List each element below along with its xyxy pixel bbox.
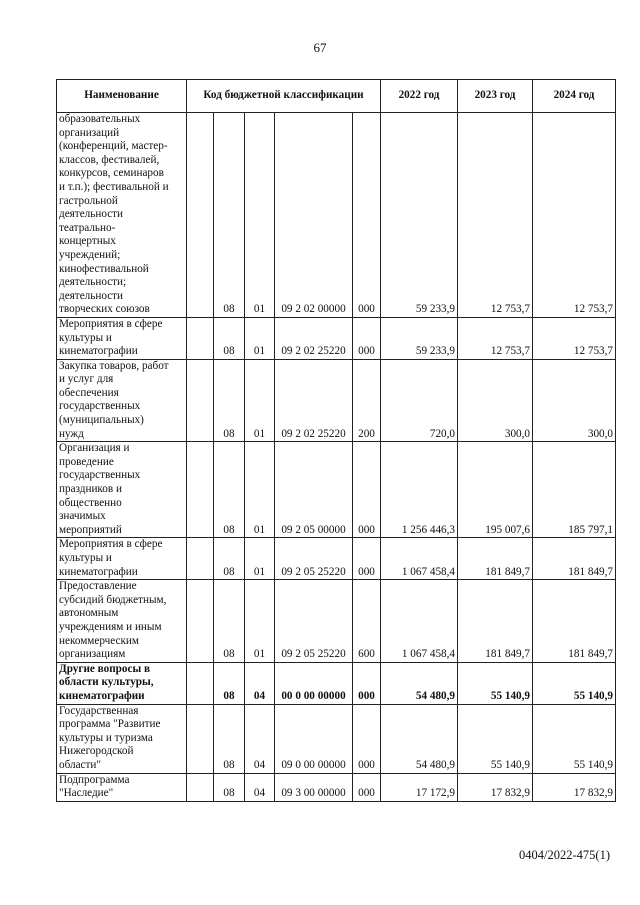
value-2023: 12 753,7	[458, 113, 533, 318]
value-2022: 1 067 458,4	[381, 538, 458, 580]
value-2024: 185 797,1	[533, 442, 616, 538]
blank-cell	[187, 317, 214, 359]
value-2023: 12 753,7	[458, 317, 533, 359]
code-target: 09 2 02 25220	[275, 317, 353, 359]
code-subsection: 04	[245, 773, 275, 801]
table-row	[57, 704, 616, 773]
row-name: Предоставление субсидий бюджетным, автономным учреждениям и иным некоммерческим организациям	[57, 580, 187, 663]
code-expense-type: 000	[353, 773, 381, 801]
row-name: Организация и проведение государственных праздников и общественно значимых мероприятий	[57, 442, 187, 538]
blank-cell	[187, 113, 214, 318]
row-name: образовательных организаций (конференций, мастер- классов, фестивалей, конкурсов, семинаров и т.п.); фестивальной и гастрольной деятельности театрально- концертных учреждений; кинофестивальной деятельности; деятельности творческих союзов	[57, 113, 187, 318]
code-target: 09 2 02 00000	[275, 113, 353, 318]
table-row	[57, 773, 616, 801]
value-2023: 181 849,7	[458, 538, 533, 580]
table-header-row	[57, 80, 616, 113]
value-2022: 59 233,9	[381, 317, 458, 359]
code-subsection: 01	[245, 113, 275, 318]
code-section: 08	[214, 442, 245, 538]
value-2023: 181 849,7	[458, 580, 533, 663]
code-section: 08	[214, 113, 245, 318]
row-name: Другие вопросы в области культуры, кинематографии	[57, 662, 187, 704]
code-expense-type: 000	[353, 317, 381, 359]
code-subsection: 01	[245, 317, 275, 359]
code-subsection: 01	[245, 538, 275, 580]
code-subsection: 01	[245, 359, 275, 442]
blank-cell	[187, 662, 214, 704]
row-name: Подпрограмма "Наследие"	[57, 773, 187, 801]
code-section: 08	[214, 359, 245, 442]
budget-table	[56, 79, 616, 802]
document-code: 0404/2022-475(1)	[519, 848, 610, 862]
header-name: Наименование	[57, 80, 187, 113]
code-section: 08	[214, 538, 245, 580]
code-target: 09 2 02 25220	[275, 359, 353, 442]
row-name: Закупка товаров, работ и услуг для обеспечения государственных (муниципальных) нужд	[57, 359, 187, 442]
code-section: 08	[214, 704, 245, 773]
code-subsection: 04	[245, 704, 275, 773]
blank-cell	[187, 773, 214, 801]
header-code: Код бюджетной классификации	[187, 80, 381, 113]
code-section: 08	[214, 317, 245, 359]
value-2024: 181 849,7	[533, 538, 616, 580]
code-target: 09 2 05 25220	[275, 538, 353, 580]
value-2024: 12 753,7	[533, 113, 616, 318]
code-target: 00 0 00 00000	[275, 662, 353, 704]
value-2022: 1 067 458,4	[381, 580, 458, 663]
table-row	[57, 359, 616, 442]
page-number: 67	[313, 40, 327, 55]
value-2024: 55 140,9	[533, 662, 616, 704]
code-expense-type: 000	[353, 113, 381, 318]
value-2023: 17 832,9	[458, 773, 533, 801]
code-expense-type: 600	[353, 580, 381, 663]
value-2023: 55 140,9	[458, 704, 533, 773]
code-expense-type: 000	[353, 704, 381, 773]
value-2024: 300,0	[533, 359, 616, 442]
blank-cell	[187, 580, 214, 663]
value-2024: 181 849,7	[533, 580, 616, 663]
header-2023: 2023 год	[458, 80, 533, 113]
value-2022: 59 233,9	[381, 113, 458, 318]
value-2023: 55 140,9	[458, 662, 533, 704]
table-body	[57, 113, 616, 802]
value-2024: 17 832,9	[533, 773, 616, 801]
table-row	[57, 317, 616, 359]
row-name: Мероприятия в сфере культуры и кинематографии	[57, 317, 187, 359]
table-row	[57, 442, 616, 538]
table-row	[57, 538, 616, 580]
value-2023: 195 007,6	[458, 442, 533, 538]
code-target: 09 0 00 00000	[275, 704, 353, 773]
row-name: Мероприятия в сфере культуры и кинематографии	[57, 538, 187, 580]
row-name: Государственная программа "Развитие культуры и туризма Нижегородской области"	[57, 704, 187, 773]
value-2022: 54 480,9	[381, 704, 458, 773]
table-row	[57, 580, 616, 663]
value-2022: 54 480,9	[381, 662, 458, 704]
table-row	[57, 662, 616, 704]
value-2024: 12 753,7	[533, 317, 616, 359]
blank-cell	[187, 538, 214, 580]
value-2023: 300,0	[458, 359, 533, 442]
code-expense-type: 200	[353, 359, 381, 442]
code-expense-type: 000	[353, 662, 381, 704]
value-2024: 55 140,9	[533, 704, 616, 773]
code-target: 09 2 05 00000	[275, 442, 353, 538]
code-section: 08	[214, 662, 245, 704]
blank-cell	[187, 359, 214, 442]
code-subsection: 01	[245, 442, 275, 538]
code-expense-type: 000	[353, 538, 381, 580]
code-expense-type: 000	[353, 442, 381, 538]
blank-cell	[187, 442, 214, 538]
code-subsection: 01	[245, 580, 275, 663]
value-2022: 1 256 446,3	[381, 442, 458, 538]
code-section: 08	[214, 580, 245, 663]
header-2024: 2024 год	[533, 80, 616, 113]
table-row	[57, 113, 616, 318]
code-subsection: 04	[245, 662, 275, 704]
value-2022: 720,0	[381, 359, 458, 442]
code-target: 09 2 05 25220	[275, 580, 353, 663]
value-2022: 17 172,9	[381, 773, 458, 801]
code-target: 09 3 00 00000	[275, 773, 353, 801]
blank-cell	[187, 704, 214, 773]
code-section: 08	[214, 773, 245, 801]
header-2022: 2022 год	[381, 80, 458, 113]
